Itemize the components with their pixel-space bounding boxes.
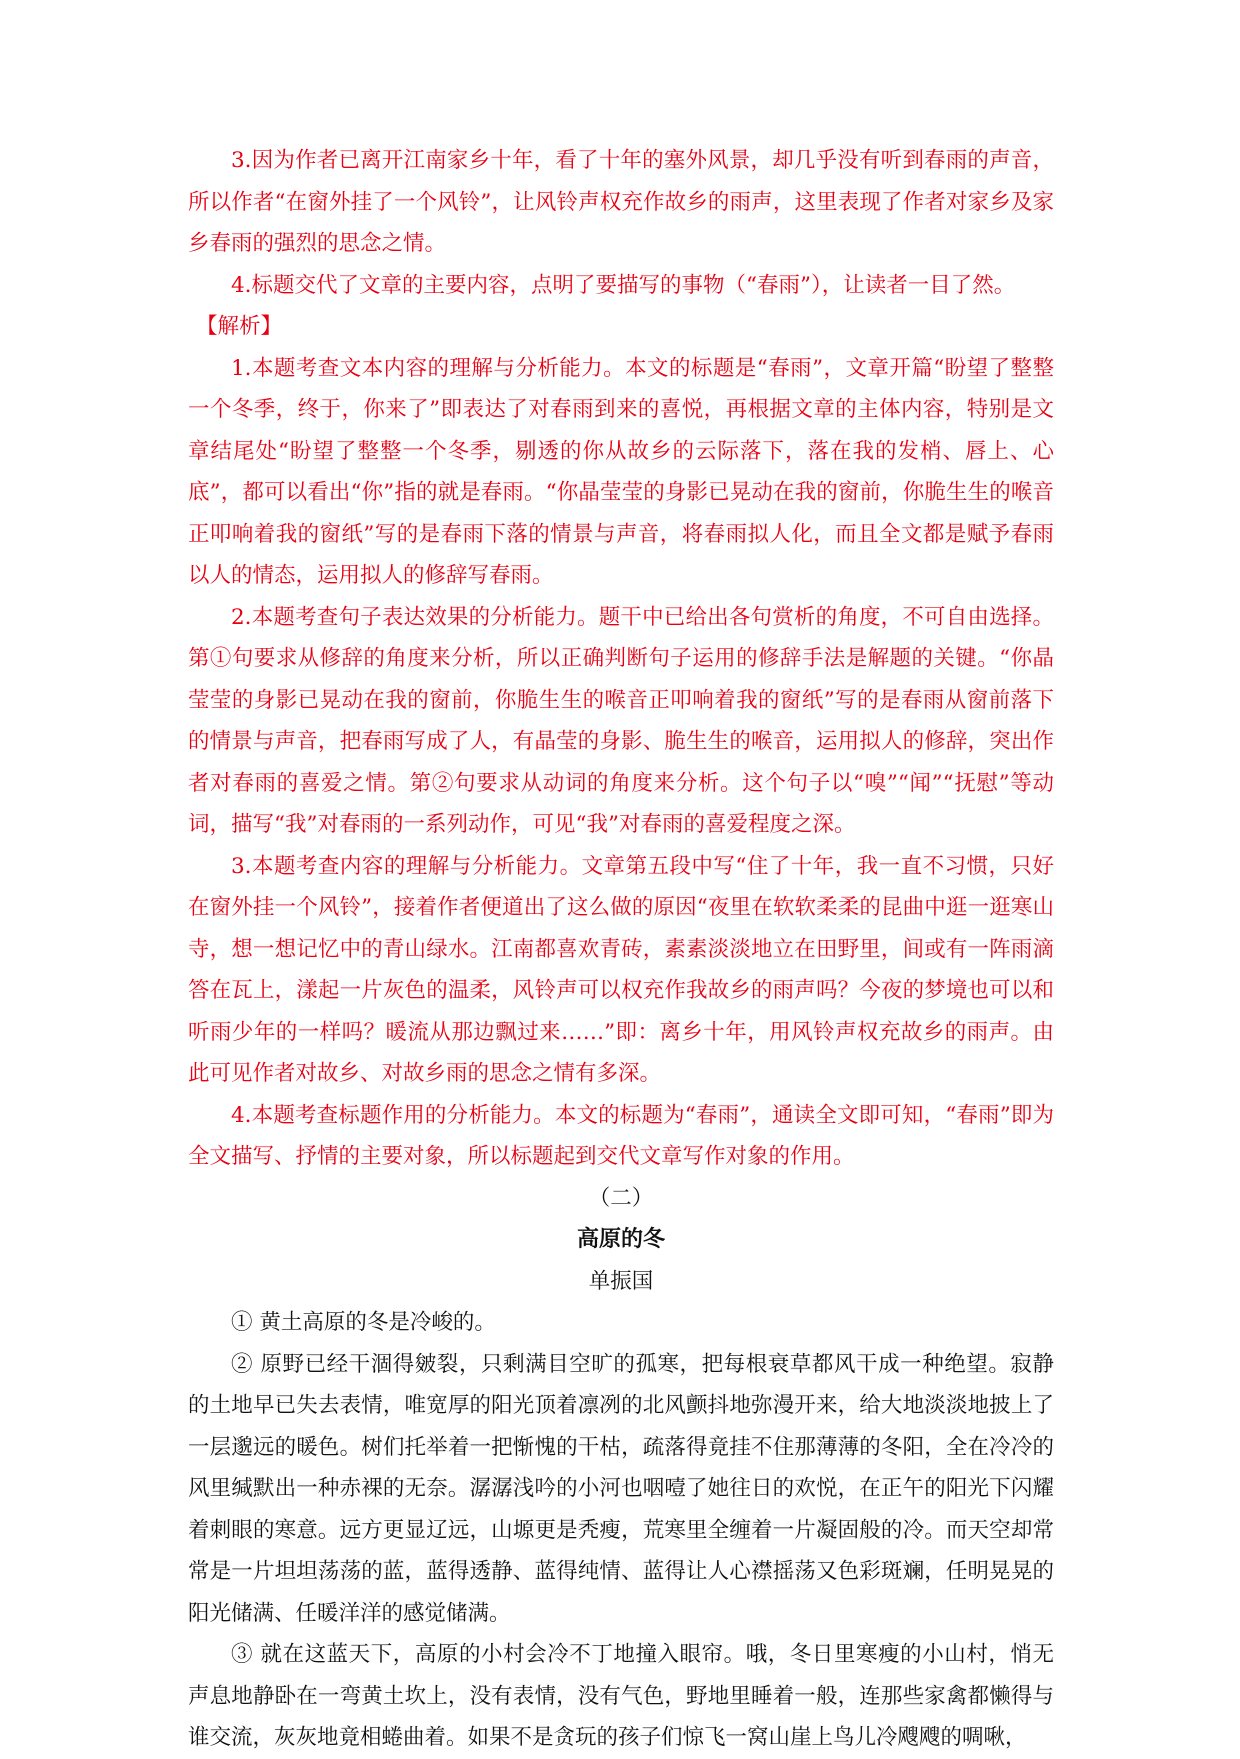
section-number: （二） — [588, 1185, 654, 1211]
analysis-2: 2.本题考查句子表达效果的分析能力。题干中已给出各句赏析的角度，不可自由选择。第①句要求从修辞的角度来分析，所以正确判断句子运用的修辞手法是解题的关键。“你晶莹莹的身影已晃动在我的窗前，你脆生生的喉音正叩响着我的窗纸”写的是春雨从窗前落下的情景与声音，把春雨写成了人，有晶莹的身影、脆生生的喉音，运用拟人的修辞，突出作者对春雨的喜爱之情。第②句要求从动词的角度来分析。这个句子以“嗅”“闻”“抚慰”等动词，描写“我”对春雨的一系列动作，可见“我”对春雨的喜爱程度之深。 — [188, 604, 1054, 837]
essay-author: 单振国 — [588, 1268, 654, 1294]
answer-3: 3.因为作者已离开江南家乡十年，看了十年的塞外风景，却几乎没有听到春雨的声音，所以作者“在窗外挂了一个风铃”，让风铃声权充作故乡的雨声，这里表现了作者对家乡及家乡春雨的强烈的思念之情。 — [188, 148, 1054, 256]
answer-4: 4.标题交代了文章的主要内容，点明了要描写的事物（“春雨”），让读者一目了然。 — [231, 272, 1016, 298]
essay-paragraph-2: ② 原野已经干涸得皴裂，只剩满目空旷的孤寒，把每根衰草都风干成一种绝望。寂静的土地早已失去表情，唯宽厚的阳光顶着凛冽的北风颤抖地弥漫开来，给大地淡淡地披上了一层邈远的暖色。树们托举着一把惭愧的干枯，疏落得竟挂不住那薄薄的冬阳，全在冷冷的风里缄默出一种赤裸的无奈。潺潺浅吟的小河也咽噎了她往日的欢悦，在正午的阳光下闪耀着刺眼的寒意。远方更显辽远，山塬更是秃瘦，荒寒里全缠着一片凝固般的冷。而天空却常常是一片坦坦荡荡的蓝，蓝得透静、蓝得纯情、蓝得让人心襟摇荡又色彩斑斓，任明晃晃的阳光储满、任暖洋洋的感觉储满。 — [188, 1351, 1054, 1626]
essay-paragraph-3: ③ 就在这蓝天下，高原的小村会冷不丁地撞入眼帘。哦，冬日里寒瘦的小山村，悄无声息地静卧在一弯黄土坎上，没有表情，没有气色，野地里睡着一般，连那些家禽都懒得与谁交流，灰灰地竟相蜷曲着。如果不是贪玩的孩子们惊飞一窝山崖上鸟儿冷飕飕的啁啾， — [188, 1642, 1054, 1750]
essay-title: 高原的冬 — [576, 1227, 665, 1252]
analysis-3: 3.本题考查内容的理解与分析能力。文章第五段中写“住了十年，我一直不习惯，只好在窗外挂一个风铃”，接着作者便道出了这么做的原因“夜里在软软柔柔的昆曲中逛一逛寒山寺，想一想记忆中的青山绿水。江南都喜欢青砖，素素淡淡地立在田野里，间或有一阵雨滴答在瓦上，漾起一片灰色的温柔，风铃声可以权充作我故乡的雨声吗？今夜的梦境也可以和听雨少年的一样吗？暖流从那边飘过来……”即：离乡十年，用风铃声权充故乡的雨声。由此可见作者对故乡、对故乡雨的思念之情有多深。 — [188, 853, 1054, 1086]
essay-paragraph-1: ① 黄土高原的冬是冷峻的。 — [231, 1310, 496, 1335]
analysis-heading: 【解析】 — [196, 314, 283, 339]
analysis-4: 4.本题考查标题作用的分析能力。本文的标题为“春雨”，通读全文即可知，“春雨”即为全文描写、抒情的主要对象，所以标题起到交代文章写作对象的作用。 — [188, 1102, 1054, 1169]
analysis-1: 1.本题考查文本内容的理解与分析能力。本文的标题是“春雨”，文章开篇“盼望了整整一个冬季，终于，你来了”即表达了对春雨到来的喜悦，再根据文章的主体内容，特别是文章结尾处“盼望了整整一个冬季，剔透的你从故乡的云际落下，落在我的发梢、唇上、心底”，都可以看出“你”指的就是春雨。“你晶莹莹的身影已晃动在我的窗前，你脆生生的喉音正叩响着我的窗纸”写的是春雨下落的情景与声音，将春雨拟人化，而且全文都是赋予春雨以人的情态，运用拟人的修辞写春雨。 — [188, 355, 1054, 588]
